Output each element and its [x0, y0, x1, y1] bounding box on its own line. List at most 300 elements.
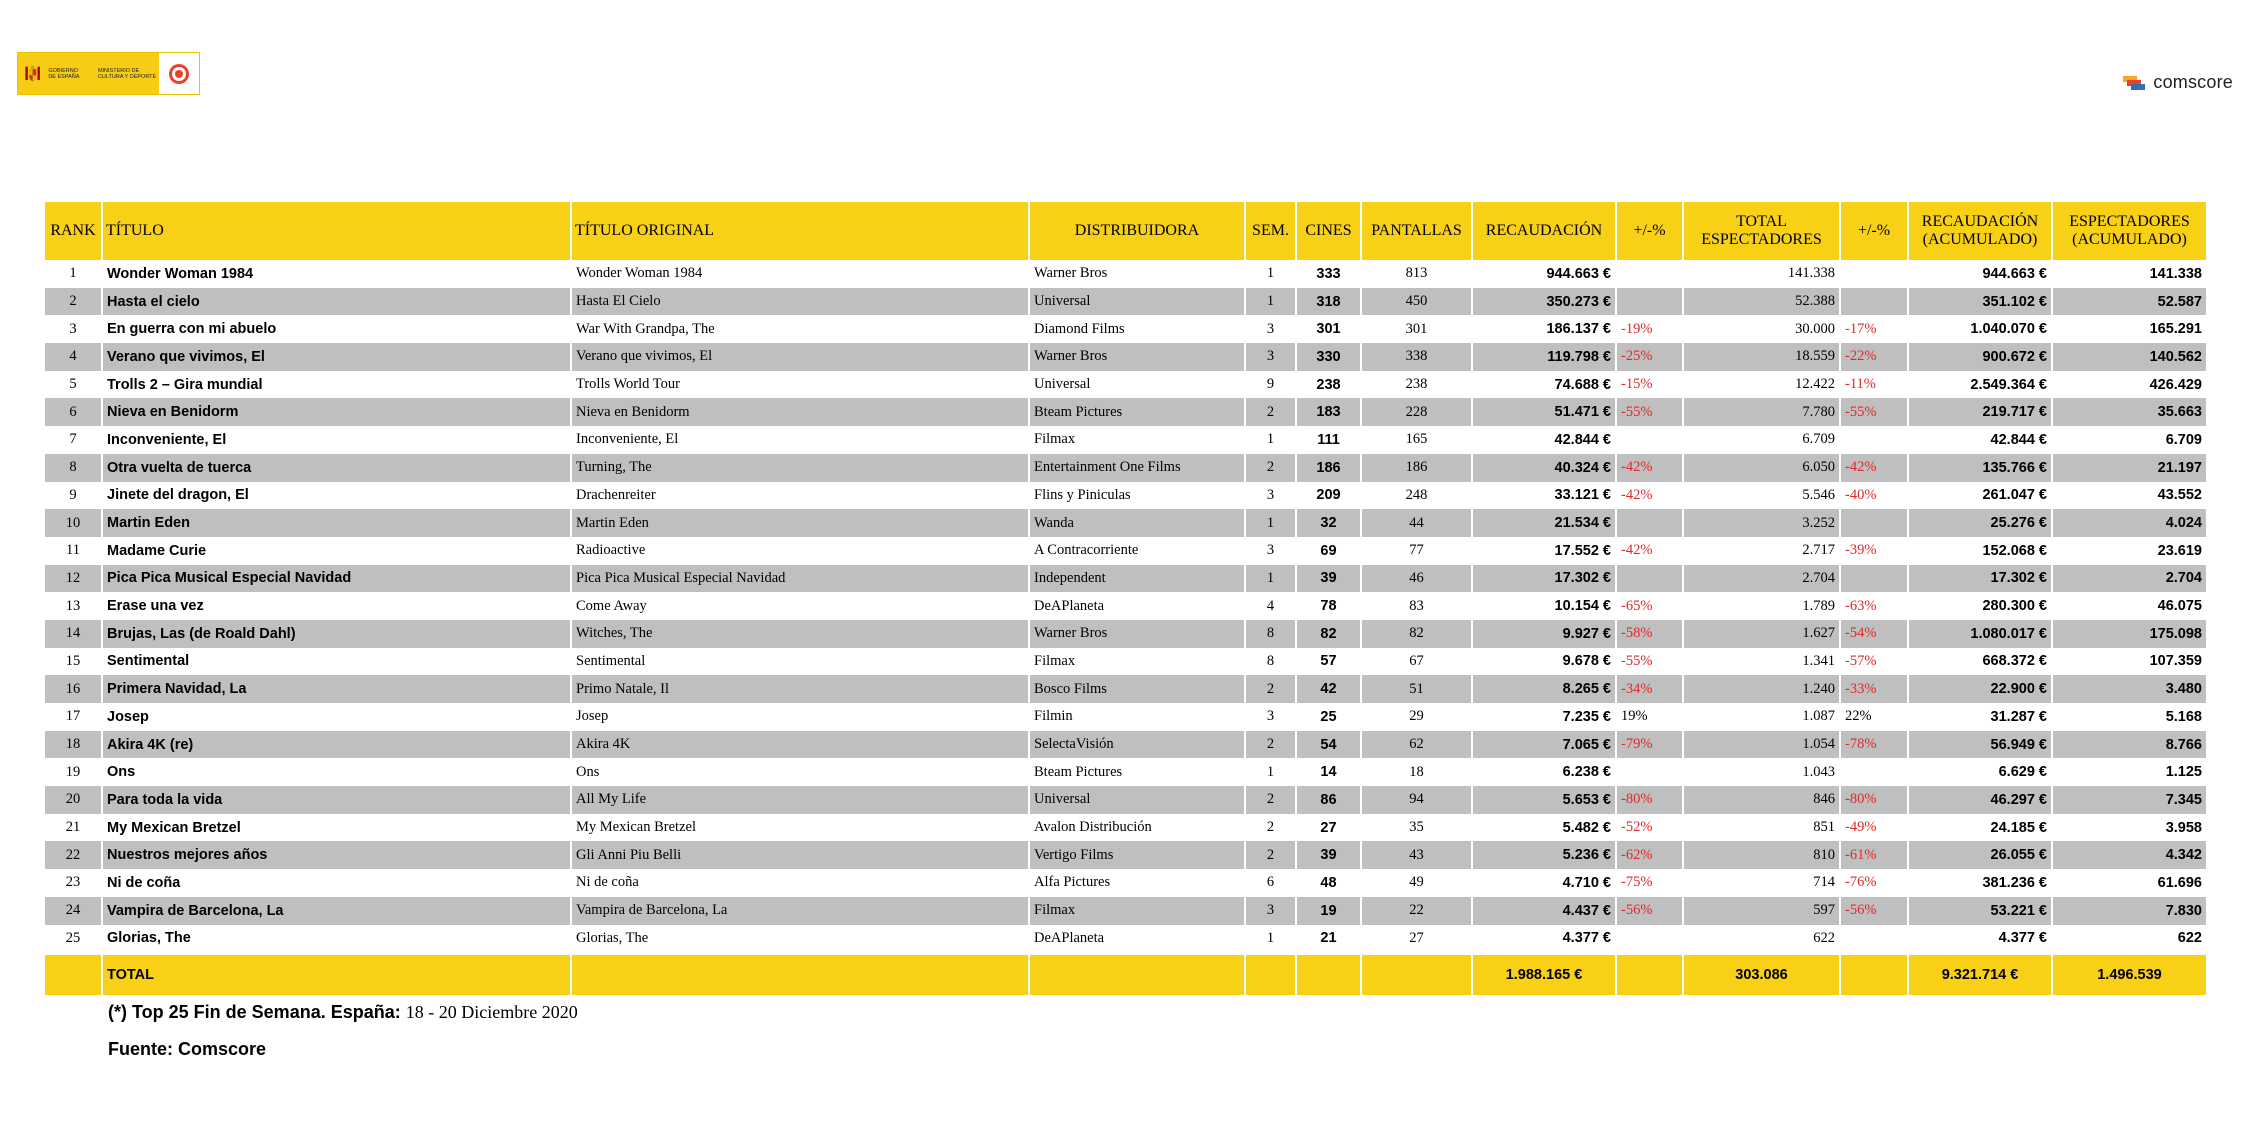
espectadores-cell: 1.043 [1684, 758, 1841, 786]
cines-cell: 25 [1297, 703, 1362, 731]
gobierno-ministerio-logo [17, 52, 200, 95]
titulo-cell: Erase una vez [103, 592, 572, 620]
distribuidora-cell: Filmax [1030, 648, 1246, 676]
pantallas-cell: 165 [1362, 426, 1473, 454]
table-row [45, 814, 2206, 842]
distribuidora-cell: A Contracorriente [1030, 537, 1246, 565]
rank-cell: 17 [45, 703, 103, 731]
var-recaudacion-cell [1617, 426, 1684, 454]
var-espectadores-cell: -54% [1841, 620, 1909, 648]
espectadores-cell: 5.546 [1684, 482, 1841, 510]
espectadores-cell: 1.341 [1684, 648, 1841, 676]
var-espectadores-cell: -61% [1841, 841, 1909, 869]
recaudacion-cell: 4.377 € [1473, 925, 1617, 953]
pantallas-cell: 338 [1362, 343, 1473, 371]
recaudacion-acumulado-cell: 4.377 € [1909, 925, 2053, 953]
table-row [45, 482, 2206, 510]
titulo-cell: Nuestros mejores años [103, 841, 572, 869]
titulo-cell: Pica Pica Musical Especial Navidad [103, 565, 572, 593]
cines-cell: 69 [1297, 537, 1362, 565]
gobierno-text: GOBIERNO DE ESPAÑA [48, 67, 80, 80]
distribuidora-cell: Universal [1030, 371, 1246, 399]
titulo-cell: Wonder Woman 1984 [103, 260, 572, 288]
recaudacion-cell: 40.324 € [1473, 454, 1617, 482]
var-recaudacion-cell [1617, 758, 1684, 786]
pantallas-cell: 29 [1362, 703, 1473, 731]
recaudacion-acumulado-cell: 381.236 € [1909, 869, 2053, 897]
var-recaudacion-cell: -15% [1617, 371, 1684, 399]
var-recaudacion-cell: -52% [1617, 814, 1684, 842]
titulo-original-cell: Turning, The [572, 454, 1030, 482]
titulo-original-cell: My Mexican Bretzel [572, 814, 1030, 842]
table-row [45, 315, 2206, 343]
rank-cell: 6 [45, 398, 103, 426]
espectadores-acumulado-cell: 43.552 [2053, 482, 2206, 510]
table-row [45, 703, 2206, 731]
header-rank: RANK [45, 202, 103, 260]
espectadores-acumulado-cell: 8.766 [2053, 731, 2206, 759]
semana-cell: 1 [1246, 288, 1297, 316]
var-espectadores-cell [1841, 260, 1909, 288]
espectadores-cell: 846 [1684, 786, 1841, 814]
distribuidora-cell: Independent [1030, 565, 1246, 593]
titulo-original-cell: Come Away [572, 592, 1030, 620]
pantallas-cell: 49 [1362, 869, 1473, 897]
var-recaudacion-cell: -58% [1617, 620, 1684, 648]
semana-cell: 6 [1246, 869, 1297, 897]
espectadores-cell: 1.087 [1684, 703, 1841, 731]
titulo-original-cell: Ni de coña [572, 869, 1030, 897]
var-recaudacion-cell: -42% [1617, 454, 1684, 482]
espectadores-cell: 2.704 [1684, 565, 1841, 593]
cines-cell: 21 [1297, 925, 1362, 953]
var-espectadores-cell [1841, 925, 1909, 953]
cines-cell: 48 [1297, 869, 1362, 897]
espectadores-acumulado-cell: 23.619 [2053, 537, 2206, 565]
header-total-espectadores [1684, 202, 1841, 260]
table-row [45, 869, 2206, 897]
semana-cell: 2 [1246, 398, 1297, 426]
titulo-original-cell: Primo Natale, Il [572, 675, 1030, 703]
var-espectadores-cell: -80% [1841, 786, 1909, 814]
titulo-cell: Para toda la vida [103, 786, 572, 814]
total-espectadores-acumulado: 1.496.539 [2053, 952, 2206, 995]
cines-cell: 238 [1297, 371, 1362, 399]
total-empty-var1 [1617, 952, 1684, 995]
var-espectadores-cell: -76% [1841, 869, 1909, 897]
distribuidora-cell: DeAPlaneta [1030, 592, 1246, 620]
var-espectadores-cell: -17% [1841, 315, 1909, 343]
header-recaudacion-acumulado [1909, 202, 2053, 260]
total-empty-var2 [1841, 952, 1909, 995]
titulo-cell: Otra vuelta de tuerca [103, 454, 572, 482]
semana-cell: 3 [1246, 703, 1297, 731]
ica-logo [159, 53, 199, 94]
table-row [45, 343, 2206, 371]
distribuidora-cell: Entertainment One Films [1030, 454, 1246, 482]
titulo-original-cell: Pica Pica Musical Especial Navidad [572, 565, 1030, 593]
table-row [45, 288, 2206, 316]
espectadores-cell: 12.422 [1684, 371, 1841, 399]
titulo-original-cell: Martin Eden [572, 509, 1030, 537]
espectadores-acumulado-cell: 140.562 [2053, 343, 2206, 371]
rank-cell: 5 [45, 371, 103, 399]
table-row [45, 925, 2206, 953]
var-recaudacion-cell [1617, 925, 1684, 953]
semana-cell: 2 [1246, 814, 1297, 842]
table-row [45, 454, 2206, 482]
recaudacion-cell: 42.844 € [1473, 426, 1617, 454]
espectadores-acumulado-cell: 3.958 [2053, 814, 2206, 842]
distribuidora-cell: Avalon Distribución [1030, 814, 1246, 842]
pantallas-cell: 82 [1362, 620, 1473, 648]
total-rank-cell [45, 952, 103, 995]
semana-cell: 1 [1246, 758, 1297, 786]
var-espectadores-cell: -63% [1841, 592, 1909, 620]
ica-logo-icon [167, 59, 191, 89]
recaudacion-acumulado-cell: 351.102 € [1909, 288, 2053, 316]
var-recaudacion-cell [1617, 565, 1684, 593]
footnote [108, 1002, 578, 1023]
cines-cell: 57 [1297, 648, 1362, 676]
var-recaudacion-cell [1617, 509, 1684, 537]
espectadores-cell: 6.050 [1684, 454, 1841, 482]
titulo-cell: Jinete del dragon, El [103, 482, 572, 510]
titulo-cell: Nieva en Benidorm [103, 398, 572, 426]
table-row [45, 426, 2206, 454]
recaudacion-cell: 5.236 € [1473, 841, 1617, 869]
var-espectadores-cell: -55% [1841, 398, 1909, 426]
titulo-original-cell: Witches, The [572, 620, 1030, 648]
recaudacion-acumulado-cell: 280.300 € [1909, 592, 2053, 620]
recaudacion-acumulado-cell: 1.040.070 € [1909, 315, 2053, 343]
table-body [45, 260, 2206, 952]
table-row [45, 648, 2206, 676]
titulo-original-cell: Vampira de Barcelona, La [572, 897, 1030, 925]
semana-cell: 1 [1246, 509, 1297, 537]
semana-cell: 2 [1246, 841, 1297, 869]
var-recaudacion-cell: -65% [1617, 592, 1684, 620]
cines-cell: 301 [1297, 315, 1362, 343]
recaudacion-cell: 350.273 € [1473, 288, 1617, 316]
recaudacion-acumulado-cell: 22.900 € [1909, 675, 2053, 703]
espectadores-acumulado-cell: 1.125 [2053, 758, 2206, 786]
distribuidora-cell: SelectaVisión [1030, 731, 1246, 759]
pantallas-cell: 51 [1362, 675, 1473, 703]
total-empty-pant [1362, 952, 1473, 995]
espectadores-cell: 7.780 [1684, 398, 1841, 426]
rank-cell: 4 [45, 343, 103, 371]
titulo-original-cell: All My Life [572, 786, 1030, 814]
table-row [45, 537, 2206, 565]
total-recaudacion-acumulado: 9.321.714 € [1909, 952, 2053, 995]
var-espectadores-cell [1841, 758, 1909, 786]
var-recaudacion-cell: -55% [1617, 648, 1684, 676]
recaudacion-cell: 9.678 € [1473, 648, 1617, 676]
semana-cell: 3 [1246, 343, 1297, 371]
titulo-cell: Akira 4K (re) [103, 731, 572, 759]
var-espectadores-cell [1841, 426, 1909, 454]
header-recaudacion-acumulado-line1: RECAUDACIÓN [1921, 213, 2039, 230]
cines-cell: 186 [1297, 454, 1362, 482]
table-row [45, 841, 2206, 869]
cines-cell: 14 [1297, 758, 1362, 786]
espectadores-acumulado-cell: 52.587 [2053, 288, 2206, 316]
recaudacion-acumulado-cell: 2.549.364 € [1909, 371, 2053, 399]
header-var-recaudacion: +/-% [1617, 202, 1684, 260]
pantallas-cell: 94 [1362, 786, 1473, 814]
distribuidora-cell: Bosco Films [1030, 675, 1246, 703]
total-espectadores: 303.086 [1684, 952, 1841, 995]
recaudacion-cell: 944.663 € [1473, 260, 1617, 288]
header-espectadores-acumulado-line1: ESPECTADORES [2069, 213, 2190, 230]
table-row [45, 620, 2206, 648]
recaudacion-acumulado-cell: 261.047 € [1909, 482, 2053, 510]
var-recaudacion-cell [1617, 260, 1684, 288]
titulo-cell: Hasta el cielo [103, 288, 572, 316]
header-titulo-original: TÍTULO ORIGINAL [572, 202, 1030, 260]
titulo-original-cell: Verano que vivimos, El [572, 343, 1030, 371]
distribuidora-cell: Filmax [1030, 426, 1246, 454]
espectadores-acumulado-cell: 426.429 [2053, 371, 2206, 399]
recaudacion-acumulado-cell: 42.844 € [1909, 426, 2053, 454]
cines-cell: 183 [1297, 398, 1362, 426]
rank-cell: 22 [45, 841, 103, 869]
recaudacion-cell: 74.688 € [1473, 371, 1617, 399]
espectadores-cell: 597 [1684, 897, 1841, 925]
recaudacion-cell: 7.065 € [1473, 731, 1617, 759]
distribuidora-cell: Universal [1030, 786, 1246, 814]
espectadores-acumulado-cell: 61.696 [2053, 869, 2206, 897]
header-total-espectadores-line2: ESPECTADORES [1701, 231, 1822, 248]
recaudacion-cell: 10.154 € [1473, 592, 1617, 620]
espectadores-cell: 3.252 [1684, 509, 1841, 537]
cines-cell: 318 [1297, 288, 1362, 316]
recaudacion-cell: 6.238 € [1473, 758, 1617, 786]
pantallas-cell: 18 [1362, 758, 1473, 786]
rank-cell: 20 [45, 786, 103, 814]
semana-cell: 1 [1246, 925, 1297, 953]
semana-cell: 2 [1246, 786, 1297, 814]
rank-cell: 14 [45, 620, 103, 648]
cines-cell: 86 [1297, 786, 1362, 814]
titulo-original-cell: Gli Anni Piu Belli [572, 841, 1030, 869]
pantallas-cell: 228 [1362, 398, 1473, 426]
titulo-original-cell: Wonder Woman 1984 [572, 260, 1030, 288]
cines-cell: 78 [1297, 592, 1362, 620]
cines-cell: 27 [1297, 814, 1362, 842]
espectadores-acumulado-cell: 46.075 [2053, 592, 2206, 620]
semana-cell: 1 [1246, 260, 1297, 288]
pantallas-cell: 46 [1362, 565, 1473, 593]
header-recaudacion-acumulado-line2: (ACUMULADO) [1922, 231, 2038, 248]
distribuidora-cell: DeAPlaneta [1030, 925, 1246, 953]
var-espectadores-cell: -22% [1841, 343, 1909, 371]
titulo-cell: Verano que vivimos, El [103, 343, 572, 371]
titulo-cell: My Mexican Bretzel [103, 814, 572, 842]
footnote-date: 18 - 20 Diciembre 2020 [405, 1002, 578, 1022]
titulo-original-cell: Inconveniente, El [572, 426, 1030, 454]
var-espectadores-cell: -33% [1841, 675, 1909, 703]
box-office-table [45, 202, 2206, 995]
distribuidora-cell: Flins y Piniculas [1030, 482, 1246, 510]
header-distribuidora: DISTRIBUIDORA [1030, 202, 1246, 260]
rank-cell: 12 [45, 565, 103, 593]
espectadores-acumulado-cell: 4.342 [2053, 841, 2206, 869]
titulo-original-cell: War With Grandpa, The [572, 315, 1030, 343]
titulo-original-cell: Trolls World Tour [572, 371, 1030, 399]
pantallas-cell: 186 [1362, 454, 1473, 482]
var-recaudacion-cell: -19% [1617, 315, 1684, 343]
var-recaudacion-cell: -25% [1617, 343, 1684, 371]
var-recaudacion-cell: 19% [1617, 703, 1684, 731]
var-espectadores-cell [1841, 565, 1909, 593]
semana-cell: 2 [1246, 675, 1297, 703]
distribuidora-cell: Wanda [1030, 509, 1246, 537]
rank-cell: 15 [45, 648, 103, 676]
var-recaudacion-cell: -62% [1617, 841, 1684, 869]
rank-cell: 10 [45, 509, 103, 537]
espectadores-cell: 52.388 [1684, 288, 1841, 316]
var-recaudacion-cell: -42% [1617, 482, 1684, 510]
gobierno-logo [18, 53, 159, 94]
titulo-cell: Vampira de Barcelona, La [103, 897, 572, 925]
var-espectadores-cell [1841, 509, 1909, 537]
distribuidora-cell: Warner Bros [1030, 620, 1246, 648]
semana-cell: 2 [1246, 454, 1297, 482]
titulo-original-cell: Drachenreiter [572, 482, 1030, 510]
recaudacion-acumulado-cell: 219.717 € [1909, 398, 2053, 426]
semana-cell: 8 [1246, 620, 1297, 648]
var-recaudacion-cell [1617, 288, 1684, 316]
var-espectadores-cell: -11% [1841, 371, 1909, 399]
semana-cell: 3 [1246, 537, 1297, 565]
rank-cell: 7 [45, 426, 103, 454]
cines-cell: 54 [1297, 731, 1362, 759]
semana-cell: 9 [1246, 371, 1297, 399]
recaudacion-acumulado-cell: 944.663 € [1909, 260, 2053, 288]
pantallas-cell: 450 [1362, 288, 1473, 316]
var-espectadores-cell: -78% [1841, 731, 1909, 759]
header-espectadores-acumulado-line2: (ACUMULADO) [2072, 231, 2187, 248]
recaudacion-cell: 7.235 € [1473, 703, 1617, 731]
espectadores-cell: 1.627 [1684, 620, 1841, 648]
espectadores-acumulado-cell: 6.709 [2053, 426, 2206, 454]
espectadores-acumulado-cell: 35.663 [2053, 398, 2206, 426]
recaudacion-cell: 4.437 € [1473, 897, 1617, 925]
var-recaudacion-cell: -55% [1617, 398, 1684, 426]
distribuidora-cell: Diamond Films [1030, 315, 1246, 343]
pantallas-cell: 813 [1362, 260, 1473, 288]
recaudacion-acumulado-cell: 900.672 € [1909, 343, 2053, 371]
header-sem: SEM. [1246, 202, 1297, 260]
semana-cell: 8 [1246, 648, 1297, 676]
table-row [45, 398, 2206, 426]
var-espectadores-cell: -49% [1841, 814, 1909, 842]
titulo-original-cell: Glorias, The [572, 925, 1030, 953]
espectadores-cell: 1.789 [1684, 592, 1841, 620]
comscore-logo [2123, 72, 2233, 93]
recaudacion-acumulado-cell: 6.629 € [1909, 758, 2053, 786]
header-pantallas: PANTALLAS [1362, 202, 1473, 260]
rank-cell: 19 [45, 758, 103, 786]
semana-cell: 4 [1246, 592, 1297, 620]
rank-cell: 9 [45, 482, 103, 510]
semana-cell: 1 [1246, 426, 1297, 454]
source-note: Fuente: Comscore [108, 1039, 267, 1059]
recaudacion-cell: 17.552 € [1473, 537, 1617, 565]
total-empty-sem [1246, 952, 1297, 995]
rank-cell: 1 [45, 260, 103, 288]
titulo-cell: Ons [103, 758, 572, 786]
cines-cell: 209 [1297, 482, 1362, 510]
recaudacion-cell: 51.471 € [1473, 398, 1617, 426]
rank-cell: 18 [45, 731, 103, 759]
espectadores-acumulado-cell: 4.024 [2053, 509, 2206, 537]
recaudacion-cell: 5.653 € [1473, 786, 1617, 814]
total-label: TOTAL [103, 952, 572, 995]
total-empty-original [572, 952, 1030, 995]
titulo-cell: Primera Navidad, La [103, 675, 572, 703]
cines-cell: 333 [1297, 260, 1362, 288]
espectadores-cell: 141.338 [1684, 260, 1841, 288]
rank-cell: 24 [45, 897, 103, 925]
titulo-cell: Ni de coña [103, 869, 572, 897]
var-espectadores-cell: -39% [1841, 537, 1909, 565]
cines-cell: 42 [1297, 675, 1362, 703]
recaudacion-cell: 119.798 € [1473, 343, 1617, 371]
pantallas-cell: 83 [1362, 592, 1473, 620]
cines-cell: 39 [1297, 565, 1362, 593]
espectadores-acumulado-cell: 165.291 [2053, 315, 2206, 343]
pantallas-cell: 22 [1362, 897, 1473, 925]
rank-cell: 3 [45, 315, 103, 343]
titulo-original-cell: Nieva en Benidorm [572, 398, 1030, 426]
total-empty-cines [1297, 952, 1362, 995]
table-row [45, 371, 2206, 399]
distribuidora-cell: Bteam Pictures [1030, 758, 1246, 786]
semana-cell: 3 [1246, 315, 1297, 343]
table-row [45, 731, 2206, 759]
table-row [45, 509, 2206, 537]
recaudacion-acumulado-cell: 26.055 € [1909, 841, 2053, 869]
recaudacion-cell: 21.534 € [1473, 509, 1617, 537]
distribuidora-cell: Bteam Pictures [1030, 398, 1246, 426]
recaudacion-acumulado-cell: 56.949 € [1909, 731, 2053, 759]
espectadores-acumulado-cell: 3.480 [2053, 675, 2206, 703]
header-total-espectadores-line1: TOTAL [1736, 213, 1787, 230]
table-row [45, 565, 2206, 593]
table-row [45, 260, 2206, 288]
espectadores-acumulado-cell: 7.830 [2053, 897, 2206, 925]
var-espectadores-cell: 22% [1841, 703, 1909, 731]
table-row [45, 675, 2206, 703]
titulo-cell: Josep [103, 703, 572, 731]
rank-cell: 23 [45, 869, 103, 897]
espectadores-cell: 1.054 [1684, 731, 1841, 759]
header-espectadores-acumulado [2053, 202, 2206, 260]
pantallas-cell: 44 [1362, 509, 1473, 537]
var-recaudacion-cell: -42% [1617, 537, 1684, 565]
espectadores-cell: 30.000 [1684, 315, 1841, 343]
cines-cell: 39 [1297, 841, 1362, 869]
rank-cell: 21 [45, 814, 103, 842]
espectadores-acumulado-cell: 107.359 [2053, 648, 2206, 676]
titulo-cell: Brujas, Las (de Roald Dahl) [103, 620, 572, 648]
espectadores-acumulado-cell: 622 [2053, 925, 2206, 953]
distribuidora-cell: Warner Bros [1030, 343, 1246, 371]
recaudacion-cell: 9.927 € [1473, 620, 1617, 648]
